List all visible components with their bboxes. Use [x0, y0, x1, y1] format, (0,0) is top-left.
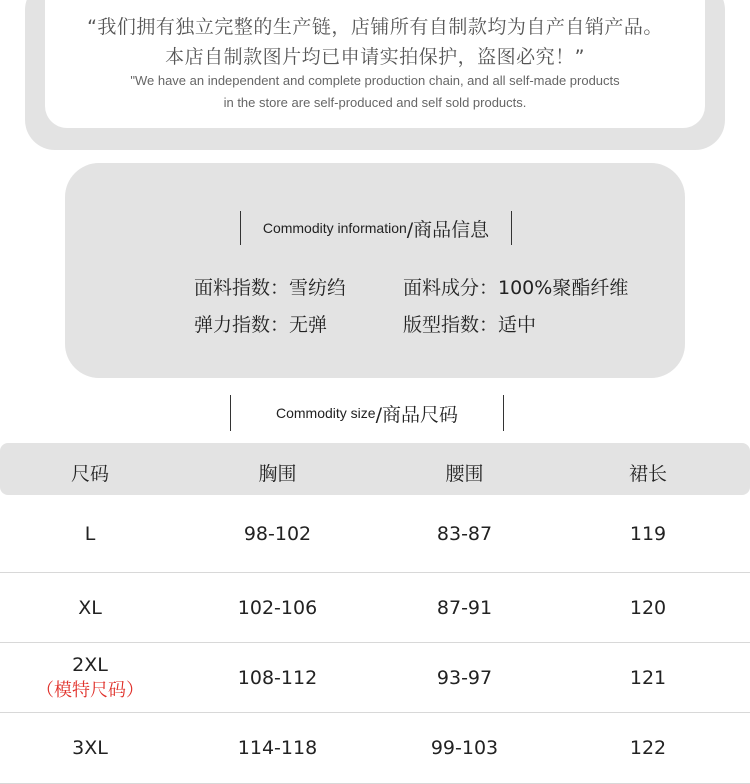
commodity-info-panel — [65, 163, 685, 378]
notice-cn-line-1: “我们拥有独立完整的生产链，店铺所有自制款均为自产自销产品。 — [87, 16, 663, 38]
table-row — [0, 495, 750, 573]
size-cell — [0, 597, 180, 619]
table-row — [0, 713, 750, 784]
fit-index: 版型指数：适中 — [403, 314, 537, 336]
waist-cell: 83-87 — [436, 522, 493, 545]
info-title-en: Commodity information — [262, 220, 407, 236]
notice-en-line-2: in the store are self-produced and self sold products. — [223, 95, 527, 110]
bust-cell: 102-106 — [237, 596, 318, 619]
bust-cell: 108-112 — [237, 666, 318, 689]
notice-card — [45, 0, 705, 128]
length-cell: 120 — [629, 596, 667, 619]
size-title-en: Commodity size — [276, 405, 376, 421]
fabric-content: 面料成分：100%聚酯纤维 — [403, 277, 629, 299]
size-cell — [0, 654, 180, 702]
length-cell: 121 — [629, 666, 667, 689]
size-label: XL — [78, 596, 102, 619]
header-waist: 腰围 — [445, 463, 484, 485]
table-row — [0, 643, 750, 713]
model-size-note: （模特尺码） — [36, 679, 144, 701]
length-cell: 119 — [629, 522, 667, 545]
waist-cell: 99-103 — [430, 737, 499, 759]
commodity-info-title — [240, 211, 512, 245]
size-label: 3XL — [72, 737, 108, 759]
waist-cell: 87-91 — [436, 596, 493, 619]
notice-cn-line-2: 本店自制款图片均已申请实拍保护，盗图必究！” — [165, 46, 585, 68]
waist-cell: 93-97 — [436, 666, 493, 689]
size-table-header — [0, 443, 750, 495]
size-cell — [0, 523, 180, 545]
elasticity-index: 弹力指数：无弹 — [194, 314, 328, 336]
notice-en-line-1: "We have an independent and complete production chain, and all self-made products — [130, 73, 620, 88]
notice-frame — [25, 0, 725, 150]
bust-cell: 114-118 — [237, 737, 318, 759]
header-bust: 胸围 — [258, 463, 297, 485]
length-cell: 122 — [629, 737, 667, 759]
size-title-cn: /商品尺码 — [375, 403, 458, 426]
table-row — [0, 573, 750, 643]
bust-cell: 98-102 — [243, 522, 312, 545]
size-cell — [0, 737, 180, 759]
size-label: L — [84, 522, 96, 545]
commodity-size-title — [230, 395, 504, 431]
info-title-cn: /商品信息 — [406, 218, 490, 241]
fabric-index: 面料指数：雪纺绉 — [194, 277, 347, 299]
header-size: 尺码 — [70, 463, 109, 485]
header-length: 裙长 — [628, 463, 667, 485]
size-label: 2XL — [72, 653, 108, 676]
